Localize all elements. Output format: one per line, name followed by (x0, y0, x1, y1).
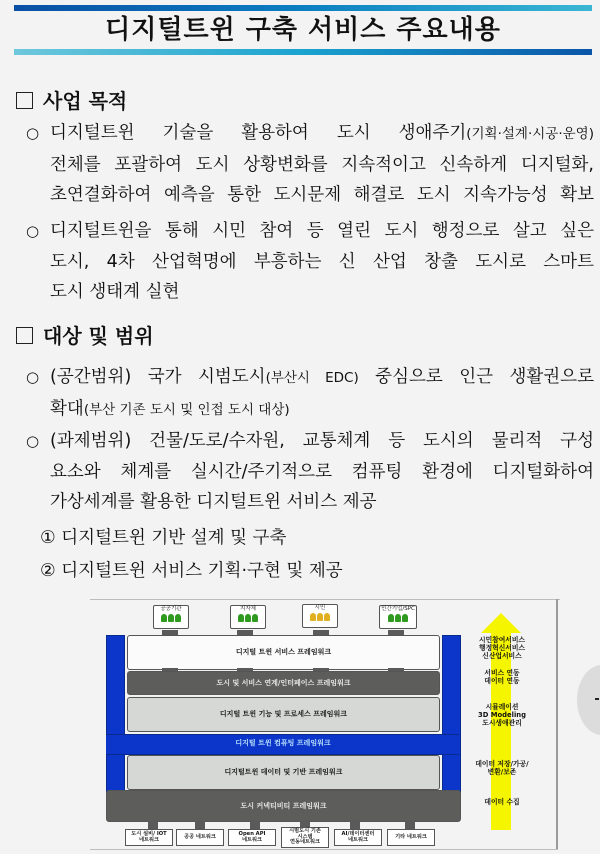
bullet-line: 도시, 4차 산업혁명에 부흥하는 신 산업 창출 도시로 스마트 (50, 251, 594, 272)
side-label-linkage (462, 669, 542, 685)
bullet-line (50, 362, 594, 394)
layer-data-framework: 디지털트윈 데이터 및 기반 프레임워크 (127, 755, 440, 790)
network-public (176, 829, 224, 846)
people-icon (303, 613, 337, 621)
people-icon (154, 614, 188, 622)
circle-bullet-icon: ○ (26, 222, 40, 240)
actor-public-agency (153, 605, 189, 629)
layer-service-framework: 디지털 트윈 서비스 프레임워크 (127, 635, 440, 670)
side-label-storage (460, 760, 544, 776)
number-marker: ② (40, 561, 56, 581)
diagram-border-top (90, 599, 560, 600)
square-bullet-icon (16, 92, 33, 109)
bullet-item (26, 216, 594, 308)
side-label-line: 서비스 연동 (484, 669, 520, 677)
bullet-line (50, 118, 594, 150)
layer-interface-framework: 도시 및 서비스 연계/인터페이스 프레임워크 (127, 671, 440, 695)
people-icon (231, 614, 265, 622)
bullet-line: 가상세계를 활용한 디지털트윈 서비스 제공 (50, 492, 377, 512)
network-open-api (228, 829, 276, 846)
network-legacy-system (281, 827, 329, 848)
diagram-border-right (556, 599, 558, 849)
numbered-text: 디지털트윈 기반 설계 및 구축 (61, 528, 287, 548)
title-bar-bottom (14, 49, 592, 55)
network-iot (125, 829, 173, 846)
side-label-line: 신산업서비스 (482, 652, 522, 660)
net-label: 기타 네트워크 (395, 833, 427, 840)
side-label-line: 데이터 저장/가공/ (475, 760, 529, 768)
layer-function-framework: 디지털 트윈 기능 및 프로세스 프레임워크 (127, 697, 440, 732)
connector (148, 820, 158, 829)
connector (195, 820, 205, 829)
net-label: 시범도시 기존 (289, 828, 321, 835)
net-label: 네트워크 (138, 836, 160, 843)
actor-label: 시민 (314, 605, 326, 611)
text: 확대 (50, 398, 84, 419)
diagram-border-bottom (90, 849, 558, 850)
text-small: (기획·설계·시공·운영) (466, 126, 594, 142)
bullet-item (26, 362, 594, 425)
net-label: 연동네트워크 (289, 839, 321, 846)
text-small: (부산 기존 도시 및 인접 도시 대상) (83, 401, 290, 418)
side-label-line: 시뮬레이션 (485, 703, 519, 711)
chevron-right-icon (595, 698, 599, 700)
side-label-line: 시민참여서비스 (479, 636, 525, 644)
actor-citizen (302, 604, 338, 628)
next-page-button[interactable] (577, 665, 600, 735)
bullet-line: 도시 생태계 실현 (50, 282, 180, 302)
side-label-collection (462, 798, 542, 806)
computing-frame-right (442, 635, 461, 795)
net-label: 네트워크 (347, 836, 369, 843)
net-label: 공공 네트워크 (184, 833, 216, 840)
connector (250, 820, 260, 829)
numbered-text: 디지털트윈 서비스 기획·구현 및 제공 (61, 561, 343, 581)
actor-label: 공공기관 (160, 606, 182, 612)
net-label: AI/데이터센터 (341, 831, 375, 837)
bullet-line: 디지털트윈을 통해 시민 참여 등 열린 도시 행정으로 살고 싶은 (50, 221, 594, 241)
section-heading-purpose (16, 88, 127, 114)
side-label-line: 행정혁신서비스 (479, 644, 525, 652)
side-label-simulation (462, 703, 542, 727)
bullet-line: 전체를 포괄하여 도시 상황변화를 지속적이고 신속하게 디지털화, (50, 154, 594, 175)
number-marker: ① (40, 528, 56, 548)
actor-local-government (230, 605, 266, 629)
bullet-line: (과제범위) 건물/도로/수자원, 교통체계 등 도시의 물리적 구성 (50, 431, 594, 451)
side-label-line: 데이터 연동 (484, 677, 520, 685)
connector (350, 820, 360, 829)
network-ai-datacenter (334, 829, 382, 846)
title-banner (14, 5, 592, 49)
bullet-line: 요소와 체계를 실시간/주기적으로 컴퓨팅 환경에 디지털화하여 (50, 461, 594, 482)
side-label-line: 3D Modeling (477, 711, 526, 719)
people-icon (380, 614, 416, 622)
actor-label: 지자체 (240, 606, 256, 612)
section-heading-scope (16, 323, 154, 349)
circle-bullet-icon: ○ (26, 368, 40, 386)
circle-bullet-icon: ○ (26, 432, 40, 450)
net-label: 도시 설비/ IOT (131, 831, 167, 837)
circle-bullet-icon: ○ (26, 124, 40, 142)
bullet-line (50, 394, 594, 426)
numbered-item (40, 525, 286, 551)
bullet-item (26, 118, 594, 211)
section-heading-text: 대상 및 범위 (43, 324, 154, 348)
layer-connectivity-framework: 도시 커넥티비티 프레임워크 (106, 790, 461, 822)
title-bar-top (14, 5, 592, 11)
actor-label: 민간기업/SPC (381, 606, 415, 612)
side-label-line: 변환/보존 (487, 768, 517, 776)
text: (공간범위) 국가 시범도시 (50, 367, 266, 387)
square-bullet-icon (16, 327, 33, 344)
text: 중심으로 인근 생활권으로 (358, 367, 594, 387)
side-label-line: 도시생애관리 (482, 719, 522, 727)
net-label: Open API (238, 831, 266, 837)
computing-frame-left (106, 635, 125, 795)
side-label-line: 데이터 수집 (484, 798, 520, 806)
side-label-services (462, 636, 542, 660)
net-label: 네트워크 (241, 836, 263, 843)
text-small: (부산시 EDC) (265, 370, 359, 386)
net-label: 시스템 (297, 833, 313, 840)
bullet-line: 초연결화하여 예측을 통한 도시문제 해결로 도시 지속가능성 확보 (50, 185, 594, 205)
bullet-item (26, 426, 594, 518)
numbered-item (40, 558, 343, 584)
connector (405, 820, 415, 829)
actor-private-company (379, 605, 417, 629)
computing-framework-label: 디지털 트윈 컴퓨팅 프레임워크 (235, 739, 331, 747)
network-other (387, 829, 435, 846)
up-arrow-icon (481, 613, 521, 633)
text: 디지털트윈 기술을 활용하여 도시 생애주기 (50, 123, 467, 143)
section-heading-text: 사업 목적 (43, 89, 128, 113)
page-title: 디지털트윈 구축 서비스 주요내용 (105, 15, 501, 45)
